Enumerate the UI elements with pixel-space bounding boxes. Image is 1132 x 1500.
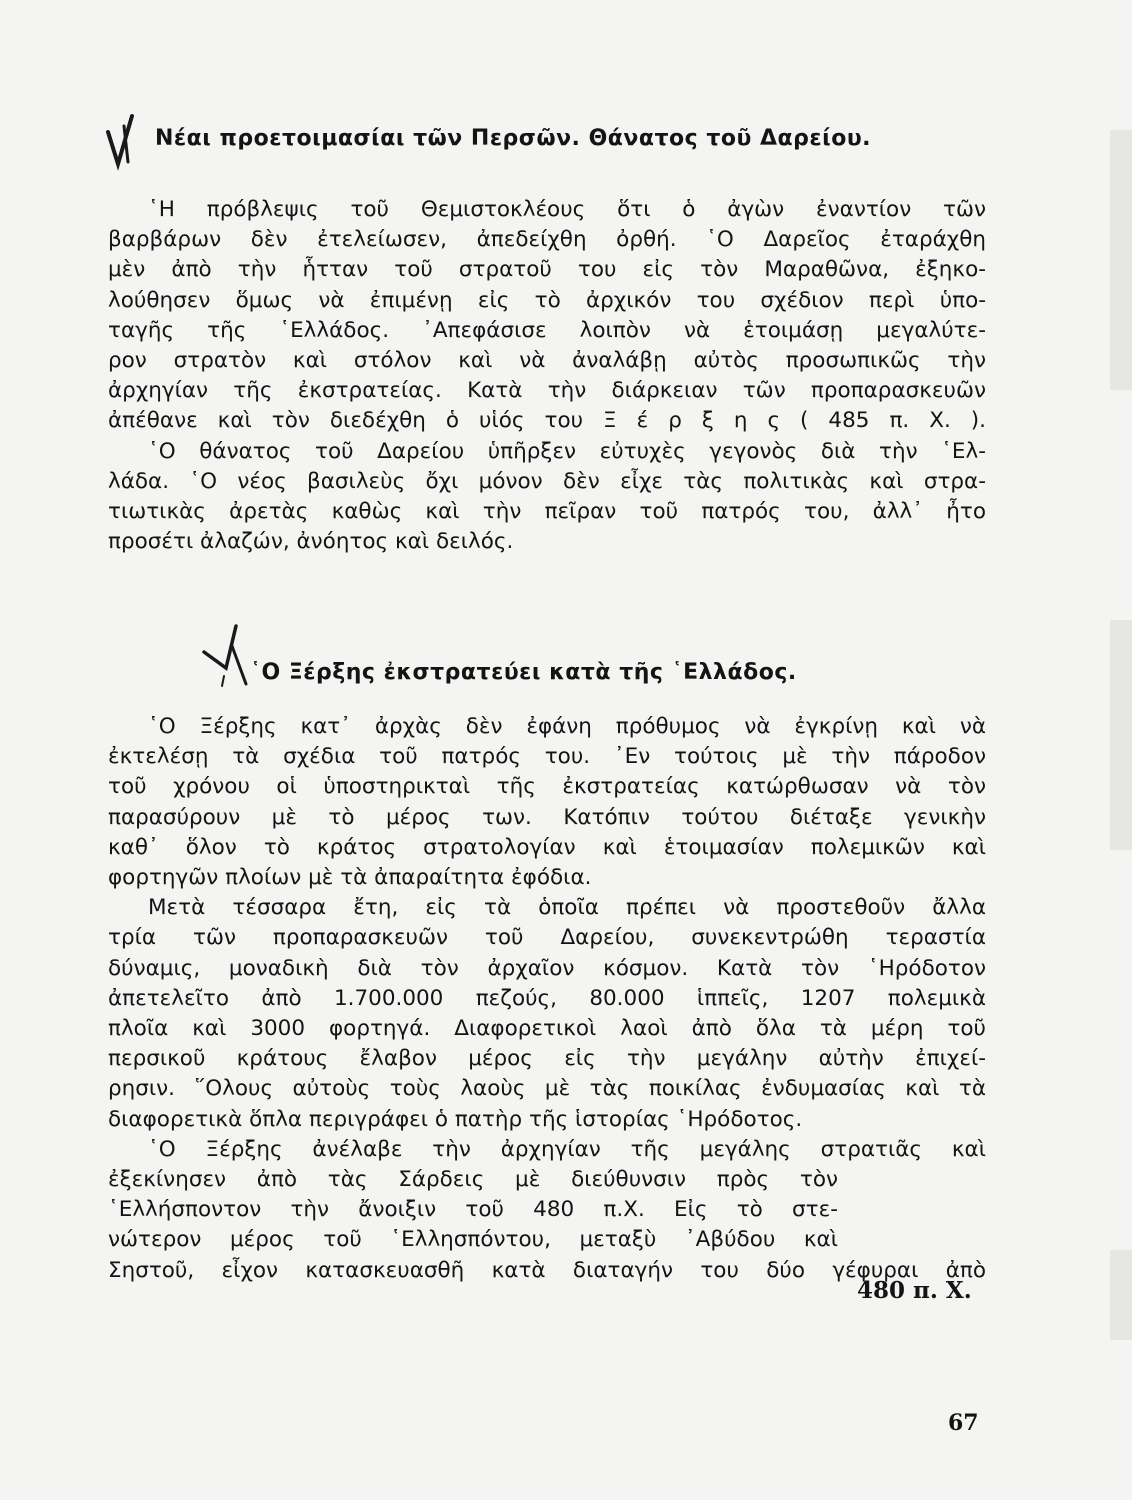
text-line: ρον στρατὸν καὶ στόλον καὶ νὰ ἀναλάβῃ αὐτὸς προσωπικῶς τὴν: [108, 348, 986, 374]
bleed-through-artifact: [1110, 130, 1132, 390]
text-line: ἀπετελεῖτο ἀπὸ 1.700.000 πεζούς, 80.000 ἱππεῖς, 1207 πολεμικὰ: [108, 985, 986, 1011]
page-number: 67: [948, 1410, 979, 1436]
text-line: Μετὰ τέσσαρα ἔτη, εἰς τὰ ὁποῖα πρέπει νὰ προστεθοῦν ἄλλα: [148, 895, 986, 921]
text-line: τοῦ χρόνου οἱ ὑποστηρικταὶ τῆς ἐκστρατείας κατώρθωσαν νὰ τὸν: [108, 774, 986, 800]
text-line: καθ᾿ ὅλον τὸ κράτος στρατολογίαν καὶ ἑτοιμασίαν πολεμικῶν καὶ: [108, 834, 986, 860]
text-line: παρασύρουν μὲ τὸ μέρος των. Κατόπιν τούτου διέταξε γενικὴν: [108, 804, 986, 830]
bleed-through-artifact: [1110, 620, 1132, 850]
text-line: λούθησεν ὅμως νὰ ἐπιμένῃ εἰς τὸ ἀρχικόν του σχέδιον περὶ ὑπο-: [108, 287, 986, 313]
section-1-body: [108, 195, 986, 557]
text-line: ῾Ο Ξέρξης ἀνέλαβε τὴν ἀρχηγίαν τῆς μεγάλης στρατιᾶς καὶ: [148, 1136, 986, 1162]
text-line: ῾Ο Ξέρξης κατ᾿ ἀρχὰς δὲν ἐφάνη πρόθυμος νὰ ἐγκρίνῃ καὶ νὰ: [148, 714, 986, 739]
text-line: περσικοῦ κράτους ἔλαβον μέρος εἰς τὴν μεγάλην αὐτὴν ἐπιχεί-: [108, 1046, 986, 1072]
text-line: νώτερον μέρος τοῦ ῾Ελλησπόντου, μεταξὺ ᾿Αβύδου καὶ: [108, 1227, 838, 1253]
text-line: ἐκτελέσῃ τὰ σχέδια τοῦ πατρός του. ᾿Εν τούτοις μὲ τὴν πάροδον: [108, 744, 986, 770]
text-line: βαρβάρων δὲν ἐτελείωσεν, ἀπεδείχθη ὀρθή. ῾Ο Δαρεῖος ἐταράχθη: [108, 227, 986, 253]
handwritten-checkmark-icon: [104, 112, 140, 174]
text-line: λάδα. ῾Ο νέος βασιλεὺς ὄχι μόνον δὲν εἶχε τὰς πολιτικὰς καὶ στρα-: [108, 468, 986, 494]
bleed-through-artifact: [1110, 1250, 1132, 1340]
text-line: ρησιν. ῞Ολους αὐτοὺς τοὺς λαοὺς μὲ τὰς ποικίλας ἐνδυμασίας καὶ τὰ: [108, 1076, 986, 1102]
section-heading-1: Νέαι προετοιμασίαι τῶν Περσῶν. Θάνατος τοῦ Δαρείου.: [155, 126, 872, 151]
section-2-body: [108, 712, 986, 1286]
text-line: διαφορετικὰ ὅπλα περιγράφει ὁ πατὴρ τῆς ἱστορίας ῾Ηρόδοτος.: [108, 1106, 803, 1132]
section-heading-2: ῾Ο Ξέρξης ἐκστρατεύει κατὰ τῆς ῾Ελλάδος.: [250, 660, 797, 685]
text-line: ῾Ελλήσποντον τὴν ἄνοιξιν τοῦ 480 π.Χ. Εἰς τὸ στε-: [108, 1197, 838, 1223]
text-line: τιωτικὰς ἀρετὰς καθὼς καὶ τὴν πεῖραν τοῦ πατρός του, ἀλλ᾿ ἦτο: [108, 499, 986, 525]
text-line: ταγῆς τῆς ῾Ελλάδος. ᾿Απεφάσισε λοιπὸν νὰ ἑτοιμάσῃ μεγαλύτε-: [108, 317, 986, 343]
margin-date-note: 480 π. Χ.: [857, 1277, 972, 1304]
text-line: τρία τῶν προπαρασκευῶν τοῦ Δαρείου, συνεκεντρώθη τεραστία: [108, 925, 986, 951]
text-line: ῾Ο θάνατος τοῦ Δαρείου ὑπῆρξεν εὐτυχὲς γεγονὸς διὰ τὴν ῾Ελ-: [148, 438, 986, 464]
text-line: Σηστοῦ, εἶχον κατασκευασθῆ κατὰ διαταγήν του δύο γέφυραι ἀπὸ: [108, 1257, 986, 1283]
text-line: φορτηγῶν πλοίων μὲ τὰ ἀπαραίτητα ἐφόδια.: [108, 865, 592, 891]
text-line: ῾Η πρόβλεψις τοῦ Θεμιστοκλέους ὅτι ὁ ἀγὼν ἐναντίον τῶν: [148, 197, 986, 222]
text-line: προσέτι ἀλαζών, ἀνόητος καὶ δειλός.: [108, 529, 514, 555]
text-line: ἐξεκίνησεν ἀπὸ τὰς Σάρδεις μὲ διεύθυνσιν πρὸς τὸν: [108, 1167, 838, 1193]
text-line: δύναμις, μοναδικὴ διὰ τὸν ἀρχαῖον κόσμον. Κατὰ τὸν ῾Ηρόδοτον: [108, 955, 986, 981]
text-line: μὲν ἀπὸ τὴν ἧτταν τοῦ στρατοῦ του εἰς τὸν Μαραθῶνα, ἐξηκο-: [108, 257, 986, 283]
text-line: ἀπέθανε καὶ τὸν διεδέχθη ὁ υἱός του Ξ έ ρ ξ η ς ( 485 π. Χ. ).: [108, 408, 986, 434]
text-line: ἀρχηγίαν τῆς ἐκστρατείας. Κατὰ τὴν διάρκειαν τῶν προπαρασκευῶν: [108, 378, 986, 404]
text-line: πλοῖα καὶ 3000 φορτηγά. Διαφορετικοὶ λαοὶ ἀπὸ ὅλα τὰ μέρη τοῦ: [108, 1016, 986, 1042]
